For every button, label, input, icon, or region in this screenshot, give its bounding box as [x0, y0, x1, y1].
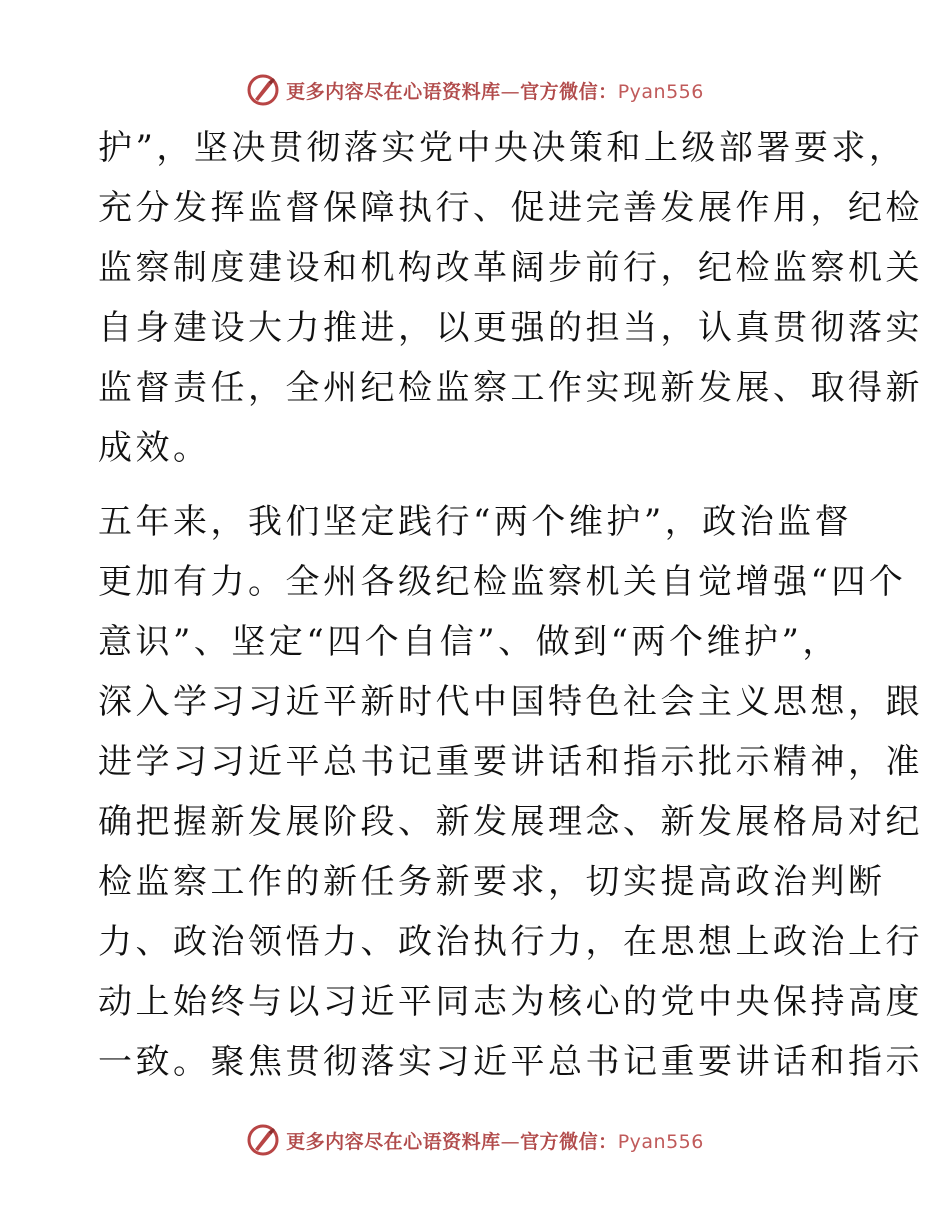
watermark-wechat-id: Pyan556: [617, 1130, 704, 1153]
watermark-wechat-id: Pyan556: [617, 80, 704, 103]
watermark-text: [286, 77, 704, 104]
header-watermark: [0, 70, 950, 110]
text-line: 动上始终与以习近平同志为核心的党中央保持高度: [98, 982, 923, 1022]
watermark-wechat-label: 官方微信：: [520, 80, 618, 103]
text-line: 自身建设大力推进，以更强的担当，认真贯彻落实: [98, 308, 923, 348]
text-line: 力、政治领悟力、政治执行力，在思想上政治上行: [98, 922, 923, 962]
watermark-site-text: 更多内容尽在心语资料库: [286, 1130, 501, 1153]
text-line: 成效。: [98, 428, 211, 468]
footer-watermark: [0, 1120, 950, 1160]
text-line: 意识”、坚定“四个自信”、做到“两个维护”，: [98, 622, 840, 662]
watermark-site-text: 更多内容尽在心语资料库: [286, 80, 501, 103]
text-line: 充分发挥监督保障执行、促进完善发展作用，纪检: [98, 188, 923, 228]
text-line: 检监察工作的新任务新要求，切实提高政治判断: [98, 862, 886, 902]
watermark-separator: —: [500, 80, 521, 103]
text-line: 一致。聚焦贯彻落实习近平总书记重要讲话和指示: [98, 1042, 923, 1082]
quill-logo-icon: [246, 73, 280, 107]
paragraph-gap: [98, 478, 858, 492]
text-line: 护”，坚决贯彻落实党中央决策和上级部署要求，: [98, 128, 907, 168]
paragraph-2: [98, 492, 923, 1092]
text-line: 更加有力。全州各级纪检监察机关自觉增强“四个: [98, 562, 907, 602]
quill-logo-icon: [246, 1123, 280, 1157]
text-line: 监察制度建设和机构改革阔步前行，纪检监察机关: [98, 248, 923, 288]
text-line: 进学习习近平总书记重要讲话和指示批示精神，准: [98, 742, 923, 782]
text-line: 确把握新发展阶段、新发展理念、新发展格局对纪: [98, 802, 923, 842]
text-line: 五年来，我们坚定践行“两个维护”，政治监督: [98, 502, 853, 542]
watermark-wechat-label: 官方微信：: [520, 1130, 618, 1153]
text-line: 深入学习习近平新时代中国特色社会主义思想，跟: [98, 682, 923, 722]
paragraph-1: [98, 118, 923, 478]
text-line: 监督责任，全州纪检监察工作实现新发展、取得新: [98, 368, 923, 408]
document-body: [98, 118, 923, 1092]
watermark-text: [286, 1127, 704, 1154]
watermark-separator: —: [500, 1130, 521, 1153]
